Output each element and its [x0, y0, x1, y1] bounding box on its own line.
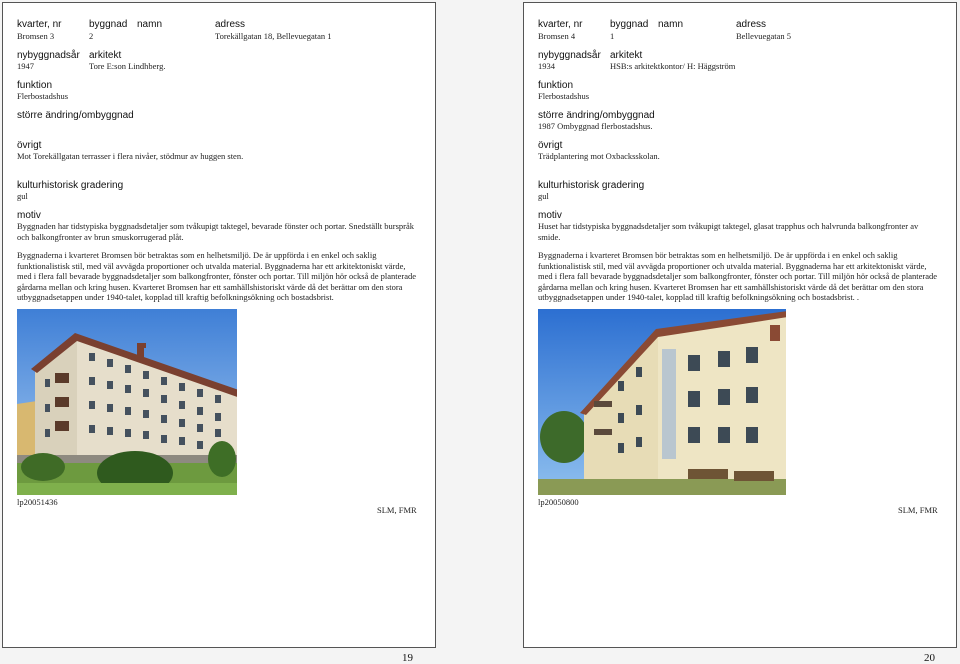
building-photo — [17, 309, 237, 495]
label-nybyggnadsar: nybyggnadsår — [17, 50, 80, 61]
value-byggnad: 2 — [89, 31, 94, 41]
value-nybyggnadsar: 1947 — [17, 61, 34, 71]
label-kvarter: kvarter, nr — [538, 19, 583, 30]
motiv-text: Huset har tidstypiska byggnadsdetaljer som tvåkupigt taktegel, glasat trapphus och halvrunda balkongfronter av smide. — [538, 221, 919, 242]
label-motiv: motiv — [17, 210, 41, 221]
label-gradering: kulturhistorisk gradering — [17, 180, 124, 191]
value-gradering: gul — [17, 191, 28, 201]
label-funktion: funktion — [17, 80, 53, 91]
value-ovrigt: Mot Torekällgatan terrasser i flera nivåer, stödmur av huggen sten. — [17, 151, 244, 161]
photo-credit: SLM, FMR — [377, 505, 417, 515]
motiv-context-text: Byggnaderna i kvarteret Bromsen bör betraktas som en helhetsmiljö. De är uppförda i en enkel och saklig funktionalistisk stil, med väl avvägda proportioner och utvalda material. Byggnaderna har ett arkitektoniskt värde, med i flera fall bevarade byggnadsdetaljer som balkongfronter, fönster och portar. Till miljön hör också de planterade gårdarna mellan och kring husen. Kvarteret Bromsen har ett samhällshistoriskt värde då det berättar om den stora utbyggnadsetappen under 1940-talet, kopplad till kraftig befolkningsökning och bostadsbrist. — [17, 250, 417, 302]
value-kvarter: Bromsen 4 — [538, 31, 576, 41]
photo-id: lp20051436 — [17, 497, 58, 507]
value-andring: 1987 Ombyggnad flerbostadshus. — [538, 121, 653, 131]
label-adress: adress — [215, 19, 246, 30]
photo-id: lp20050800 — [538, 497, 579, 507]
value-byggnad: 1 — [610, 31, 615, 41]
label-gradering: kulturhistorisk gradering — [538, 180, 645, 191]
value-kvarter: Bromsen 3 — [17, 31, 55, 41]
value-funktion: Flerbostadshus — [17, 91, 68, 101]
label-arkitekt: arkitekt — [89, 50, 122, 61]
label-nybyggnadsar: nybyggnadsår — [538, 50, 601, 61]
label-adress: adress — [736, 19, 767, 30]
label-kvarter: kvarter, nr — [17, 19, 62, 30]
motiv-context-text: Byggnaderna i kvarteret Bromsen bör betraktas som en helhetsmiljö. De är uppförda i en enkel och saklig funktionalistisk stil, med väl avvägda proportioner och utvalda material. Byggnaderna har ett arkitektoniskt värde, med i flera fall bevarade byggnadsdetaljer som balkongfronter, fönster och portar. Till miljön hör också de planterade gårdarna mellan och kring husen. Kvarteret Bromsen har ett samhällshistoriskt värde då det berättar om den stora utbyggnadsetappen under 1940-talet, kopplad till kraftig befolkningsökning och bostadsbrist. . — [538, 250, 938, 302]
label-namn: namn — [658, 19, 684, 30]
label-arkitekt: arkitekt — [610, 50, 643, 61]
label-andring: större ändring/ombyggnad — [17, 110, 134, 121]
page-right — [523, 2, 957, 648]
label-motiv: motiv — [538, 210, 562, 221]
label-namn: namn — [137, 19, 163, 30]
motiv-text: Byggnaden har tidstypiska byggnadsdetaljer som tvåkupigt taktegel, bevarade fönster och portar. Snedställt burspråk och balkongfronter av brun smuskorrugerad plåt. — [17, 221, 415, 242]
value-ovrigt: Trädplantering mot Oxbacksskolan. — [538, 151, 660, 161]
value-adress: Torekällgatan 18, Bellevuegatan 1 — [215, 31, 332, 41]
label-byggnad: byggnad — [89, 19, 128, 30]
value-arkitekt: HSB:s arkitektkontor/ H: Häggström — [610, 61, 736, 71]
building-photo — [538, 309, 786, 495]
value-arkitekt: Tore E:son Lindhberg. — [89, 61, 166, 71]
value-nybyggnadsar: 1934 — [538, 61, 555, 71]
value-funktion: Flerbostadshus — [538, 91, 589, 101]
label-ovrigt: övrigt — [538, 140, 563, 151]
label-funktion: funktion — [538, 80, 574, 91]
page-left — [2, 2, 436, 648]
value-gradering: gul — [538, 191, 549, 201]
value-adress: Bellevuegatan 5 — [736, 31, 791, 41]
label-ovrigt: övrigt — [17, 140, 42, 151]
page-number-left: 19 — [402, 652, 413, 664]
label-andring: större ändring/ombyggnad — [538, 110, 655, 121]
page-number-right: 20 — [924, 652, 935, 664]
label-byggnad: byggnad — [610, 19, 649, 30]
photo-credit: SLM, FMR — [898, 505, 938, 515]
